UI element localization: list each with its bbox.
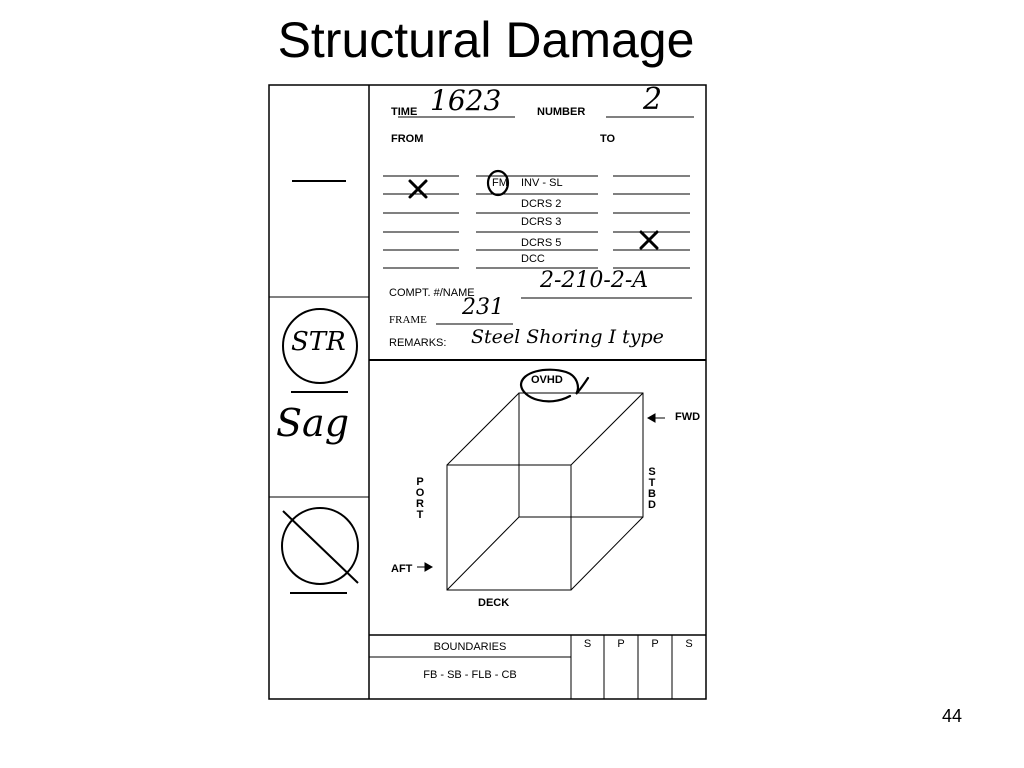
frame-label: FRAME (389, 314, 427, 326)
fwd-label: FWD (675, 411, 701, 423)
fwd-arrow-icon (648, 414, 655, 422)
station-dcrs-3: DCRS 3 (521, 216, 562, 228)
compt-value: 2-210-2-A (540, 268, 649, 293)
remarks-label: REMARKS: (389, 337, 447, 349)
aft-label: AFT (391, 563, 413, 575)
x-mark-right (641, 232, 657, 248)
boundaries-value: FB - SB - FLB - CB (423, 669, 517, 681)
str-label: STR (291, 327, 346, 357)
station-fm: FM (492, 177, 508, 189)
compartment-cube (447, 393, 643, 590)
time-value: 1623 (430, 84, 502, 117)
station-dcrs-2: DCRS 2 (521, 198, 562, 210)
boundary-col-s2: S (685, 638, 693, 650)
number-label: NUMBER (537, 106, 586, 118)
stbd-label: S T B D (648, 466, 656, 511)
boundary-col-p2: P (651, 638, 659, 650)
station-inv-sl: INV - SL (521, 177, 563, 189)
boundary-col-s1: S (583, 638, 592, 650)
to-label: TO (600, 133, 616, 145)
deck-label: DECK (478, 597, 510, 609)
boundaries-label: BOUNDARIES (433, 641, 507, 653)
remarks-value: Steel Shoring I type (471, 326, 664, 348)
station-dcc: DCC (521, 253, 545, 265)
station-dcrs-5: DCRS 5 (521, 237, 562, 249)
boundary-col-p1: P (617, 638, 625, 650)
aft-arrow-icon (425, 563, 432, 571)
frame-value: 231 (462, 295, 504, 320)
from-label: FROM (391, 133, 424, 145)
number-value: 2 (643, 82, 663, 117)
time-label: TIME (391, 106, 418, 118)
sag-label: Sag (276, 401, 350, 445)
slide-title: Structural Damage (277, 12, 695, 68)
x-mark-left (410, 181, 426, 197)
compt-label: COMPT. #/NAME (389, 287, 475, 299)
port-label: P O R T (415, 476, 425, 521)
page-number: 44 (941, 706, 962, 726)
ovhd-label: OVHD (531, 374, 563, 386)
